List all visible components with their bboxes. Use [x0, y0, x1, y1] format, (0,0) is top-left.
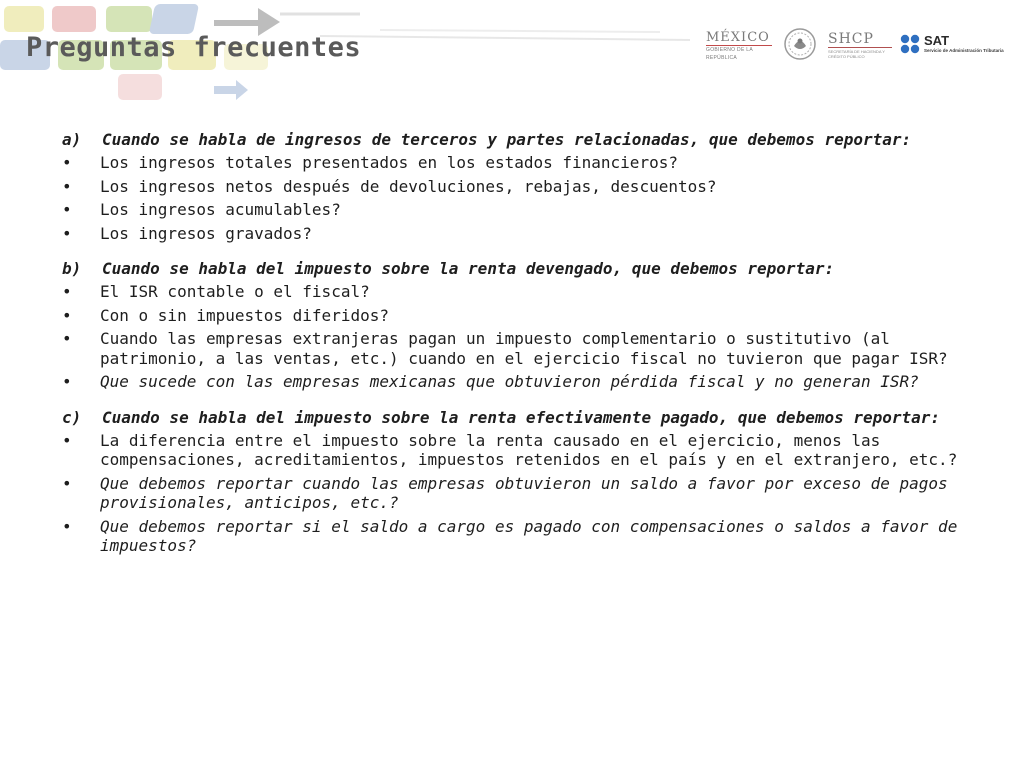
shcp-logo-text: SHCP [828, 31, 874, 47]
question-letter: b) [62, 259, 82, 278]
list-item-text: La diferencia entre el impuesto sobre la renta causado en el ejercicio, menos las compensaciones, acreditamientos, impuestos retenidos en el país y en el extranjero, etc.? [100, 430, 958, 469]
list-item [62, 474, 982, 513]
national-seal-icon [784, 28, 816, 60]
sat-dots-icon [900, 34, 922, 56]
faq-section [62, 408, 982, 556]
list-item [62, 153, 982, 173]
bullet-icon: • [62, 516, 72, 536]
list-item [62, 431, 982, 470]
list-item [62, 329, 982, 368]
deco-arrow-blue [214, 80, 248, 100]
list-item [62, 372, 982, 392]
bullet-icon: • [62, 153, 72, 172]
faq-content [62, 130, 982, 572]
question-text: Cuando se habla de ingresos de terceros y partes relacionadas, que debemos reportar: [102, 130, 912, 149]
list-item-text: Los ingresos gravados? [100, 223, 312, 243]
bullet-icon: • [62, 176, 72, 196]
list-item-text: Que debemos reportar si el saldo a cargo es pagado con compensaciones o saldos a favor de impuestos? [100, 516, 958, 555]
list-item-text: Los ingresos totales presentados en los estados financieros? [100, 153, 678, 172]
question-text: Cuando se habla del impuesto sobre la renta efectivamente pagado, que debemos reportar: [102, 407, 941, 427]
faq-question [62, 259, 982, 278]
bullet-icon: • [62, 329, 72, 348]
list-item-text: Los ingresos acumulables? [100, 200, 341, 219]
bullet-list [62, 282, 982, 392]
question-letter: a) [62, 130, 82, 149]
deco-line [320, 36, 690, 40]
list-item [62, 517, 982, 556]
faq-section [62, 259, 982, 392]
deco-tile [118, 74, 162, 100]
deco-line [380, 30, 660, 32]
page-title: Preguntas frecuentes [26, 32, 362, 63]
mexico-logo-text: MÉXICO [706, 30, 770, 45]
sat-logo-text: SAT [924, 33, 950, 48]
deco-tile [149, 4, 199, 34]
bullet-icon: • [62, 200, 72, 219]
bullet-icon: • [62, 282, 72, 301]
list-item-text: Los ingresos netos después de devoluciones, rebajas, descuentos? [100, 176, 717, 196]
bullet-icon: • [62, 430, 72, 450]
mexico-logo-subtext: GOBIERNO DE LA REPÚBLICA [706, 45, 772, 62]
shcp-logo-subtext: SECRETARÍA DE HACIENDA Y CRÉDITO PÚBLICO [828, 47, 892, 59]
list-item-text: Cuando las empresas extranjeras pagan un impuesto complementario o sustitutivo (al patrimonio, a las ventas, etc.) cuando en el ejercicio fiscal no tuvieron que pagar ISR? [100, 329, 948, 368]
list-item-text: Que sucede con las empresas mexicanas que obtuvieron pérdida fiscal y no generan ISR? [100, 372, 919, 391]
faq-section [62, 130, 982, 243]
sat-logo [900, 34, 1012, 56]
question-letter: c) [62, 407, 82, 427]
bullet-icon: • [62, 372, 72, 391]
deco-tile [4, 6, 44, 32]
faq-question [62, 408, 982, 427]
bullet-list [62, 431, 982, 556]
mexico-logo [706, 30, 772, 61]
deco-tile [106, 6, 152, 32]
bullet-icon: • [62, 223, 72, 243]
list-item-text: Con o sin impuestos diferidos? [100, 305, 389, 325]
deco-tile [52, 6, 96, 32]
list-item [62, 224, 982, 244]
shcp-logo [828, 32, 892, 58]
sat-logo-subtext: Servicio de Administración Tributaria [924, 48, 1004, 53]
faq-question [62, 130, 982, 149]
list-item-text: El ISR contable o el fiscal? [100, 282, 370, 301]
bullet-list [62, 153, 982, 243]
bullet-icon: • [62, 473, 72, 493]
list-item [62, 282, 982, 302]
list-item [62, 200, 982, 220]
question-text: Cuando se habla del impuesto sobre la renta devengado, que debemos reportar: [102, 259, 835, 278]
bullet-icon: • [62, 305, 72, 325]
list-item [62, 177, 982, 197]
list-item-text: Que debemos reportar cuando las empresas obtuvieron un saldo a favor por exceso de pagos provisionales, anticipos, etc.? [100, 473, 948, 512]
list-item [62, 306, 982, 326]
